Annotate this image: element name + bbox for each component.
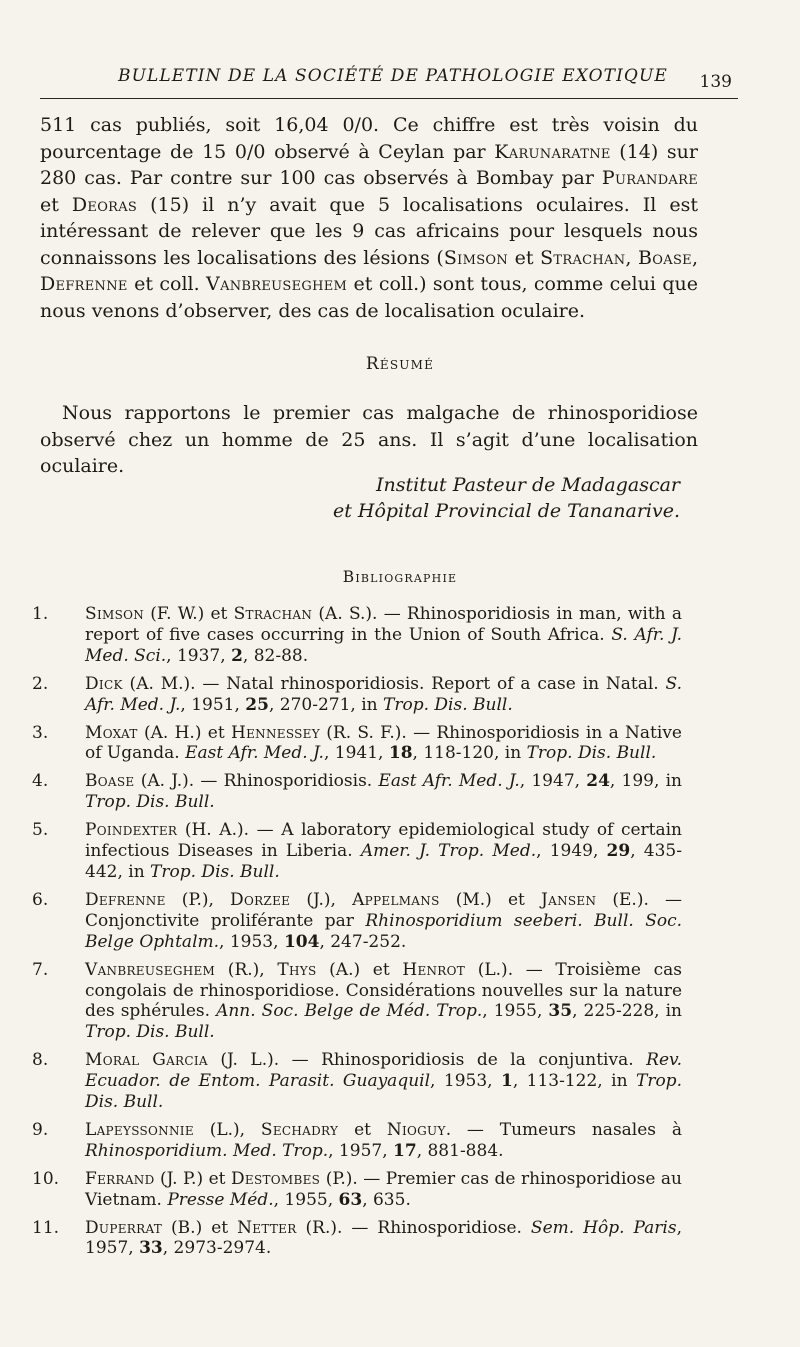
author-name: Karunaratne xyxy=(494,140,611,163)
reference-text: (E.). — Conjonctivite proliférante par xyxy=(85,889,683,931)
volume-number: 63 xyxy=(338,1189,363,1210)
author-name: Moral Garcia xyxy=(85,1050,208,1071)
reference-body xyxy=(85,674,682,716)
reference-text: (R.). — Rhinosporidiose. xyxy=(296,1217,531,1238)
reference-text: (H. A.). — A laboratory epidemiological study of certain infectious Diseases in Liberia. xyxy=(85,820,682,862)
reference-text: (A. H.) et xyxy=(137,722,231,743)
reference-item xyxy=(32,771,682,813)
reference-text: (P.), xyxy=(165,889,231,910)
intro-text: (15) il n’y avait que 5 localisations oculaires. Il est intéressant de relever que les 9 cas africains pour lesquels nous connaissons les localisations des lésions ( xyxy=(40,193,699,269)
reference-text: , 1953, xyxy=(219,931,284,952)
reference-body xyxy=(85,1218,682,1260)
reference-text: , 82-88. xyxy=(242,645,309,666)
reference-number: 4. xyxy=(32,771,49,792)
reference-text: (L.). — Troisième cas congolais de rhinosporidiose. Considérations nouvelles sur la nature des sphérules. xyxy=(85,959,682,1022)
reference-text: (F. W.) et xyxy=(144,604,234,624)
author-name: Dorzee xyxy=(230,889,291,910)
author-name: Poindexter xyxy=(85,820,178,841)
volume-number: 104 xyxy=(283,931,320,952)
reference-text: , 1949, xyxy=(536,841,607,862)
reference-item xyxy=(32,1218,682,1260)
reference-text: , 1953, xyxy=(430,1071,501,1092)
italic-text: Trop. Dis. Bull. xyxy=(85,1071,682,1113)
volume-number: 17 xyxy=(393,1140,417,1161)
volume-number: 35 xyxy=(548,1001,573,1022)
italic-text: Rhinosporidium seeberi. Bull. Soc. Belge Ophtalm. xyxy=(85,910,683,952)
volume-number: 29 xyxy=(606,841,631,862)
resume-heading: Résumé xyxy=(365,354,435,374)
reference-body xyxy=(85,1050,682,1113)
reference-item xyxy=(32,604,682,667)
author-name: Moxat xyxy=(85,722,138,743)
reference-text: (A.) et xyxy=(316,959,403,980)
author-name: Strachan xyxy=(540,246,626,269)
italic-text: Rhinosporidium. Med. Trop. xyxy=(85,1140,329,1161)
reference-number: 3. xyxy=(32,722,49,743)
author-name: Dick xyxy=(85,673,123,694)
italic-text: S. Afr. J. Med. Sci. xyxy=(85,624,682,666)
author-name: Purandare xyxy=(601,167,698,189)
reference-text: et xyxy=(338,1119,387,1140)
reference-text: (J.), xyxy=(290,889,353,910)
italic-text: Presse Méd. xyxy=(167,1189,274,1210)
reference-text: (A. M.). — Natal rhinosporidiosis. Report of a case in Natal. xyxy=(122,673,666,694)
reference-text: (M.) et xyxy=(439,889,541,910)
reference-text: , 1955, xyxy=(482,1001,549,1022)
author-name: Defrenne xyxy=(40,273,128,295)
reference-text: , 881-884. xyxy=(416,1140,504,1161)
author-name: Destombes xyxy=(230,1168,321,1189)
reference-text: (A. J.). — Rhinosporidiosis. xyxy=(134,771,379,792)
author-name: Defrenne xyxy=(85,889,166,910)
volume-number: 2 xyxy=(231,645,243,666)
reference-body xyxy=(85,890,682,953)
intro-text: et coll. xyxy=(127,273,207,295)
reference-text: (A. S.). — Rhinosporidiosis in man, with a report of five cases occurring in the Union of South Africa. xyxy=(85,604,682,645)
italic-text: Trop. Dis. Bull. xyxy=(85,792,215,813)
italic-text: S. Afr. Med. J. xyxy=(85,673,682,715)
reference-item xyxy=(32,723,682,765)
volume-number: 18 xyxy=(388,743,413,764)
bibliography-heading: Bibliographie xyxy=(342,568,458,586)
author-name: Thys xyxy=(277,959,317,980)
reference-number: 8. xyxy=(32,1050,49,1071)
intro-text: (14) sur 280 cas. Par contre sur 100 cas observés à Bombay par xyxy=(40,140,699,189)
intro-text: 511 cas publiés, soit 16,04 0/0. Ce chiffre est très voisin du pourcentage de 15 0/0 observé à Ceylan par xyxy=(40,114,698,163)
author-name: Boase xyxy=(638,246,692,269)
author-name: Hennessey xyxy=(230,722,320,743)
reference-text: , 1937, xyxy=(166,645,232,666)
reference-text: , 113-122, in xyxy=(512,1071,636,1092)
reference-text: (L.), xyxy=(193,1119,261,1140)
author-name: Nioguy xyxy=(386,1119,446,1140)
author-name: Lapeyssonnie xyxy=(85,1119,194,1140)
reference-text: , 1941, xyxy=(323,743,389,764)
reference-body xyxy=(85,820,682,883)
reference-text: (P.). — Premier cas de rhinosporidiose au Vietnam. xyxy=(85,1168,682,1210)
reference-body xyxy=(85,960,682,1044)
intro-text: , xyxy=(625,246,639,269)
reference-text: , 118-120, in xyxy=(412,743,527,764)
author-name: Netter xyxy=(237,1217,297,1238)
italic-text: Amer. J. Trop. Med. xyxy=(360,841,537,862)
italic-text: Trop. Dis. Bull. xyxy=(383,694,513,715)
reference-number: 5. xyxy=(32,820,49,841)
reference-text: (J. P.) et xyxy=(154,1168,231,1189)
intro-text: , xyxy=(691,246,698,269)
intro-text: et xyxy=(508,246,541,269)
author-name: Sechadry xyxy=(260,1119,339,1140)
reference-text: , 1947, xyxy=(519,771,587,792)
reference-text: , 1957, xyxy=(328,1140,394,1161)
reference-text: , 270-271, in xyxy=(268,694,384,715)
author-name: Strachan xyxy=(233,604,313,624)
author-name: Henrot xyxy=(402,959,466,980)
italic-text: Rev. Ecuador. de Entom. Parasit. Guayaquil xyxy=(85,1050,682,1092)
reference-text: , 225-228, in xyxy=(572,1001,682,1022)
reference-item xyxy=(32,960,682,1044)
author-name: Simson xyxy=(85,604,145,624)
reference-text: , 635. xyxy=(362,1189,411,1210)
volume-number: 25 xyxy=(245,694,269,715)
reference-body xyxy=(85,723,682,765)
reference-body xyxy=(85,771,682,813)
author-name: Jansen xyxy=(540,889,597,910)
reference-number: 6. xyxy=(32,889,49,910)
intro-text: et xyxy=(40,193,72,216)
reference-number: 10. xyxy=(32,1168,60,1189)
reference-text: , 247-252. xyxy=(319,931,407,952)
reference-text: . — Tumeurs nasales à xyxy=(445,1119,682,1140)
italic-text: Sem. Hôp. Paris xyxy=(530,1217,677,1238)
reference-item xyxy=(32,1050,682,1113)
author-name: Ferrand xyxy=(85,1168,155,1189)
reference-text: (R.), xyxy=(215,959,278,980)
resume-paragraph: Nous rapportons le premier cas malgache de rhinosporidiose observé chez un homme de 25 ans. Il s’agit d’une localisation oculaire. xyxy=(40,402,698,477)
reference-item xyxy=(32,1120,682,1162)
reference-body xyxy=(85,1169,682,1211)
reference-text: , 2973-2974. xyxy=(162,1238,272,1259)
volume-number: 1 xyxy=(500,1071,513,1092)
reference-text: , 1951, xyxy=(180,694,246,715)
reference-number: 1. xyxy=(32,604,49,624)
italic-text: Trop. Dis. Bull. xyxy=(150,861,280,882)
intro-paragraph xyxy=(40,112,698,324)
author-name: Vanbreuseghem xyxy=(85,959,216,980)
reference-text: (J. L.). — Rhinosporidiosis de la conjuntiva. xyxy=(207,1050,647,1071)
running-title: BULLETIN DE LA SOCIÉTÉ DE PATHOLOGIE EXOTIQUE xyxy=(118,66,668,86)
reference-body xyxy=(85,1120,682,1162)
author-name: Vanbreuseghem xyxy=(206,273,348,295)
intro-text: et coll.) sont tous, comme celui que nous venons d’observer, des cas de localisation oculaire. xyxy=(40,273,698,322)
reference-item xyxy=(32,674,682,716)
reference-text: , 1957, xyxy=(85,1217,682,1259)
author-name: Duperrat xyxy=(85,1217,163,1238)
reference-item xyxy=(32,1169,682,1211)
reference-text: , 1955, xyxy=(273,1189,339,1210)
reference-list xyxy=(32,604,682,1266)
reference-text: , 435-442, in xyxy=(85,841,682,882)
italic-text: East Afr. Med. J. xyxy=(378,771,520,792)
affiliation-line-2: et Hôpital Provincial de Tananarive. xyxy=(332,500,680,522)
author-name: Simson xyxy=(443,246,509,269)
italic-text: Ann. Soc. Belge de Méd. Trop. xyxy=(216,1001,483,1022)
page-number: 139 xyxy=(699,72,732,92)
reference-item xyxy=(32,820,682,883)
author-name: Boase xyxy=(85,771,135,792)
reference-text: (R. S. F.). — Rhinosporidiosis in a Native of Uganda. xyxy=(85,722,682,764)
running-header xyxy=(40,58,738,99)
author-name: Appelmans xyxy=(352,889,440,910)
volume-number: 33 xyxy=(139,1238,163,1259)
italic-text: East Afr. Med. J. xyxy=(185,743,324,764)
affiliation-line-1: Institut Pasteur de Madagascar xyxy=(375,474,680,496)
reference-number: 9. xyxy=(32,1119,49,1140)
volume-number: 24 xyxy=(586,771,610,792)
reference-item xyxy=(32,890,682,953)
author-name: Deoras xyxy=(71,193,138,216)
reference-text: (B.) et xyxy=(162,1217,238,1238)
reference-number: 2. xyxy=(32,673,49,694)
italic-text: Trop. Dis. Bull. xyxy=(85,1022,215,1043)
reference-number: 11. xyxy=(32,1217,60,1238)
reference-text: , 199, in xyxy=(609,771,682,792)
italic-text: Trop. Dis. Bull. xyxy=(526,743,657,764)
reference-number: 7. xyxy=(32,959,49,980)
reference-body xyxy=(85,604,682,667)
